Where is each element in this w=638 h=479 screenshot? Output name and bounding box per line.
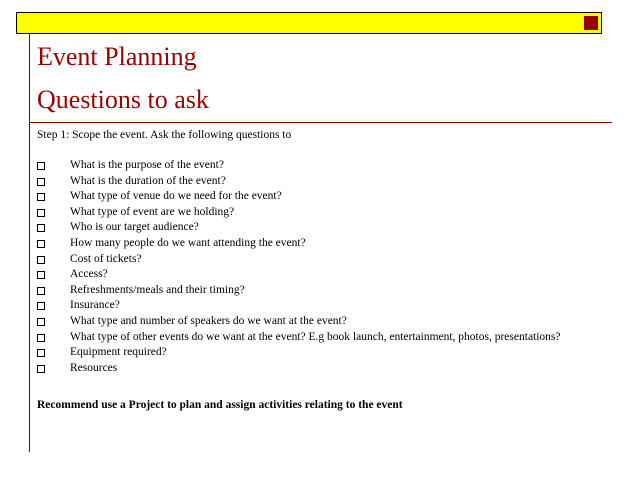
- list-item: [37, 298, 570, 314]
- checkbox-bullet-icon: [37, 256, 45, 264]
- checkbox-bullet-icon: [37, 271, 45, 279]
- question-text: Cost of tickets?: [70, 252, 142, 265]
- checkbox-bullet-icon: [37, 162, 45, 170]
- list-item: [37, 158, 570, 174]
- checkbox-bullet-icon: [37, 334, 45, 342]
- checkbox-bullet-icon: [37, 178, 45, 186]
- list-item: [37, 174, 570, 190]
- checkbox-bullet-icon: [37, 209, 45, 217]
- checkbox-bullet-icon: [37, 240, 45, 248]
- header-bar: [16, 12, 602, 34]
- list-item: [37, 236, 570, 252]
- checkbox-bullet-icon: [37, 193, 45, 201]
- question-text: What is the duration of the event?: [70, 174, 226, 187]
- header-corner-square: [584, 16, 598, 30]
- list-item: [37, 345, 570, 361]
- question-text: What type of other events do we want at the event? E.g book launch, entertainment, photos, presentations?: [70, 330, 561, 343]
- checkbox-bullet-icon: [37, 224, 45, 232]
- list-item: [37, 220, 570, 236]
- list-item: [37, 252, 570, 268]
- checkbox-bullet-icon: [37, 287, 45, 295]
- list-item: [37, 314, 570, 330]
- question-text: Refreshments/meals and their timing?: [70, 283, 245, 296]
- question-text: Who is our target audience?: [70, 221, 199, 234]
- list-item: [37, 283, 570, 299]
- list-item: [37, 205, 570, 221]
- question-text: How many people do we want attending the event?: [70, 236, 306, 249]
- checkbox-bullet-icon: [37, 318, 45, 326]
- list-item: [37, 267, 570, 283]
- question-text: Equipment required?: [70, 346, 167, 359]
- checkbox-bullet-icon: [37, 349, 45, 357]
- question-text: What is the purpose of the event?: [70, 159, 224, 171]
- list-item: [37, 189, 570, 205]
- slide-subtitle: Questions to ask: [37, 85, 209, 114]
- question-text: Insurance?: [70, 299, 120, 312]
- question-text: Access?: [70, 268, 108, 281]
- left-rule: [29, 34, 30, 452]
- intro-text: Step 1: Scope the event. Ask the following questions to: [37, 129, 292, 141]
- checkbox-bullet-icon: [37, 365, 45, 373]
- question-list: [37, 158, 570, 376]
- question-text: What type of event are we holding?: [70, 205, 235, 218]
- recommendation-text: Recommend use a Project to plan and assign activities relating to the event: [37, 399, 403, 411]
- checkbox-bullet-icon: [37, 302, 45, 310]
- question-text: What type and number of speakers do we want at the event?: [70, 314, 347, 327]
- question-text: Resources: [70, 361, 118, 374]
- question-text: What type of venue do we need for the event?: [70, 190, 282, 203]
- list-item: [37, 361, 570, 377]
- list-item: [37, 330, 570, 346]
- title-divider: [29, 122, 612, 123]
- slide-title: Event Planning: [37, 42, 197, 71]
